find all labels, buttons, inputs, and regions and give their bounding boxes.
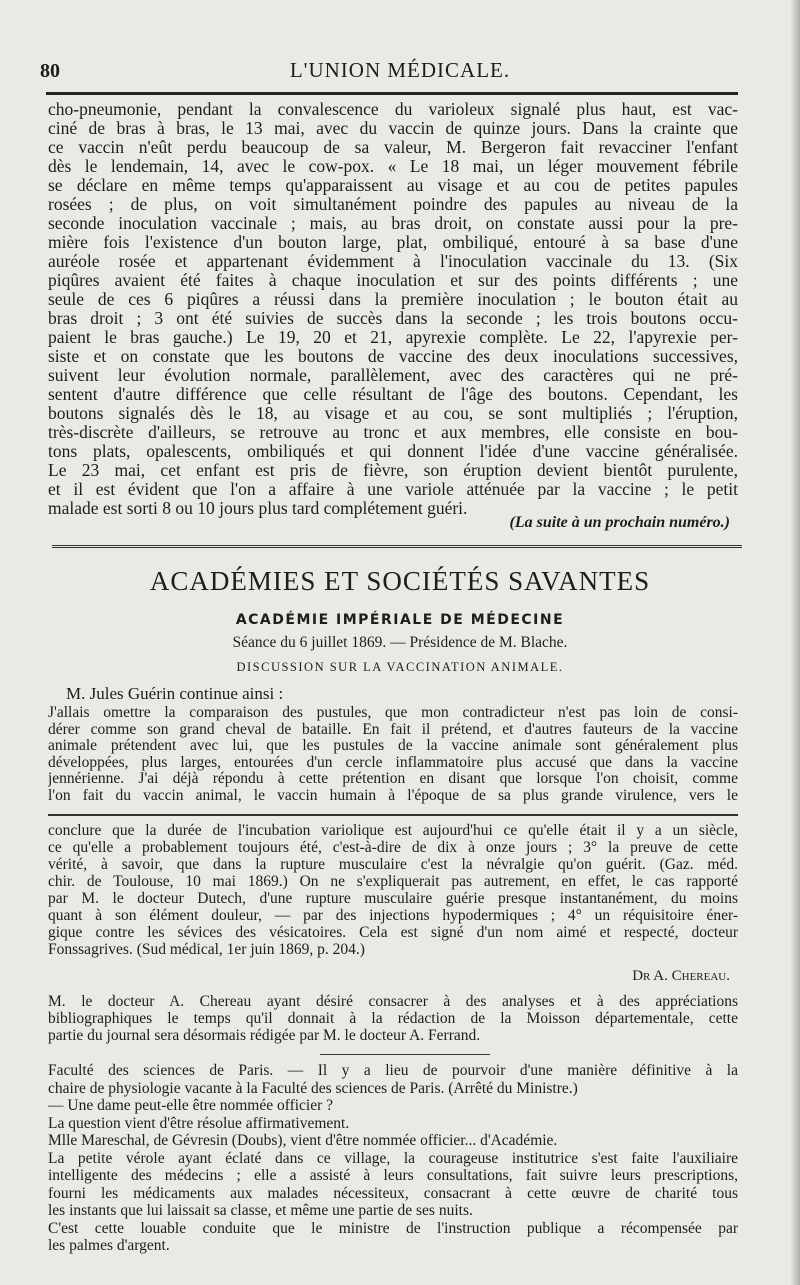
text-line: paient le bras gauche.) Le 19, 20 et 21, apyrexie complète. Le 22, l'apyrexie per- [48, 328, 738, 347]
text-line: l'on fait du vaccin animal, le vaccin humain à l'époque de sa plus grande virulence, vers le [48, 787, 738, 804]
text-line: animale prétendent avec lui, que les pustules de la vaccine animale sont généralement plus [48, 738, 738, 754]
page-edge-shadow [790, 0, 800, 1285]
text-line: C'est cette louable conduite que le ministre de l'instruction publique a récompensée par [48, 1219, 738, 1237]
text-line: La petite vérole ayant éclaté dans ce village, la courageuse institutrice s'est faite l'auxiliaire [48, 1149, 738, 1167]
text-line: conclure que la durée de l'incubation variolique est aujourd'hui ce qu'elle était il y a un siècle, [48, 822, 738, 839]
text-line: chaire de physiologie vacante à la Faculté des sciences de Paris. (Arrêté du Ministre.) [48, 1079, 578, 1097]
text-line: La question vient d'être résolue affirmativement. [48, 1114, 350, 1132]
text-line: et il est évident que l'on a affaire à une variole atténuée par la vaccine ; le petit [48, 480, 738, 499]
text-line: dérer comme son grand cheval de bataille. En fait il prétend, et d'autres fauteurs de la vaccine [48, 721, 738, 738]
text-line: dès le lendemain, 14, avec le cow-pox. « Le 18 mai, un léger mouvement fébrile [48, 157, 738, 176]
text-line: chir. de Toulouse, 10 mai 1869.) On ne s'expliquerait pas autrement, en effet, le cas rapporté [48, 873, 738, 890]
text-line: fourni les médicaments aux malades nécessiteux, consacrant à cette œuvre de charité tous [48, 1184, 738, 1202]
discussion-heading: DISCUSSION SUR LA VACCINATION ANIMALE. [236, 660, 564, 674]
text-line: très-discrète d'ailleurs, se retrouve au tronc et aux membres, elle consiste en bou- [48, 423, 738, 442]
text-line: partie du journal sera désormais rédigée par M. le docteur A. Ferrand. [48, 1027, 481, 1044]
text-line: les instants que lui laissait sa classe, et même une partie de ses nuits. [48, 1202, 473, 1219]
text-line: tons plats, opalescents, ombiliqués et qui donnent l'idée d'une vaccine généralisée. [48, 442, 738, 461]
editorial-note [48, 993, 738, 1044]
page-number: 80 [40, 60, 60, 82]
news-items [48, 1062, 738, 1255]
journal-title: L'UNION MÉDICALE. [289, 58, 511, 82]
section-title: ACADÉMIES ET SOCIÉTÉS SAVANTES [149, 566, 651, 596]
text-line: seconde inoculation vaccinale ; mais, au bras droit, on constate aussi pour la pre- [48, 214, 738, 233]
guerin-speech [48, 705, 738, 804]
review-text [48, 822, 738, 958]
text-line: par M. le docteur Dutech, d'une rupture musculaire guérie presque instantanément, du moins [48, 890, 738, 907]
text-line: auréole rosée et appartenant évidemment à l'inoculation vaccinale du 13. (Six [48, 252, 738, 271]
text-line: sentent d'autre différence que celle résultant de l'âge des boutons. Cependant, les [48, 385, 738, 404]
text-line: bibliographiques le temps qu'il donnait à la rédaction de la Moisson départementale, cette [48, 1010, 738, 1027]
text-line: ce vaccin n'eût perdu beaucoup de sa valeur, M. Bergeron fait revacciner l'enfant [48, 138, 738, 157]
academie-heading: ACADÉMIE IMPÉRIALE DE MÉDECINE [235, 612, 565, 628]
text-line: jennérienne. J'ai déjà répondu à cette prétention en disant que lorsque l'on choisit, comme [48, 771, 738, 787]
text-line: boutons signalés dès le 18, au visage et au cou, se sont multipliés ; l'éruption, [48, 404, 738, 423]
text-line: malade est sorti 8 ou 10 jours plus tard complétement guéri. [48, 499, 468, 518]
text-line: quant à son élément douleur, — par des injections hypodermiques ; 4° un réquisitoire éner- [48, 907, 738, 924]
text-line: rosées ; de plus, on voit simultanément poindre des papules au niveau de la [48, 195, 738, 214]
case-report-text [48, 100, 738, 518]
text-line: se déclare en même temps qu'apparaissent au visage et au cou de petites papules [48, 176, 738, 195]
text-line: les palmes d'argent. [48, 1237, 170, 1254]
text-line: ce qu'elle a probablement toujours été, c'est-à-dire de dix à onze jours ; 3° la preuve de cette [48, 839, 738, 856]
text-line: ciné de bras à bras, le 13 mai, avec du vaccin de quinze jours. Dans la crainte que [48, 119, 738, 138]
section-rule [52, 545, 742, 548]
seance-line: Séance du 6 juillet 1869. — Présidence de M. Blache. [232, 634, 568, 651]
text-line: seule de ces 6 piqûres a réussi dans la première inoculation ; le bouton était au [48, 290, 738, 309]
short-rule [320, 1054, 490, 1055]
text-line: vérité, à savoir, que dans la rupture musculaire c'est la névralgie qu'on guérit. (Gaz. méd. [48, 856, 738, 873]
text-line: Le 23 mai, cet enfant est pris de fièvre, son éruption devient bientôt purulente, [48, 461, 738, 480]
text-line: cho-pneumonie, pendant la convalescence du varioleux signalé plus haut, est vac- [48, 100, 738, 119]
text-line: J'allais omettre la comparaison des pustules, que mon contradicteur n'est pas loin de consi- [48, 705, 738, 721]
text-line: suivent leur évolution normale, parallèlement, avec des caractères qui ne pré- [48, 366, 738, 385]
text-line: Mlle Mareschal, de Gévresin (Doubs), vient d'être nommée officier... d'Académie. [48, 1132, 558, 1149]
continued-note: (La suite à un prochain numéro.) [509, 514, 730, 531]
column-rule [48, 814, 738, 816]
text-line: siste et on constate que les boutons de vaccine des deux inoculations successives, [48, 347, 738, 366]
header-rule [46, 92, 738, 95]
text-line: M. le docteur A. Chereau ayant désiré consacrer à des analyses et à des appréciations [48, 993, 738, 1010]
text-line: Fonssagrives. (Sud médical, 1er juin 1869, p. 204.) [48, 941, 365, 958]
author-signature: Dr A. Chereau. [632, 968, 730, 984]
speaker-intro: M. Jules Guérin continue ainsi : [66, 684, 284, 703]
text-line: — Une dame peut-elle être nommée officier ? [48, 1097, 334, 1114]
text-line: Faculté des sciences de Paris. — Il y a lieu de pourvoir d'une manière définitive à la [48, 1062, 738, 1079]
text-line: piqûres avaient été faites à chaque inoculation et sur des points différents ; une [48, 271, 738, 290]
text-line: gique contre les sévices des vésicatoires. Cela est signé d'un nom aimé et respecté, docteur [48, 924, 738, 941]
text-line: bras droit ; 3 ont été suivies de succès dans la seconde ; les trois boutons occu- [48, 309, 738, 328]
text-line: mière fois l'existence d'un bouton large, plat, ombiliqué, entouré à sa base d'une [48, 233, 738, 252]
text-line: développées, plus larges, entourées d'un cercle inflammatoire plus accusé que dans la vaccine [48, 754, 738, 771]
text-line: intelligente des médecins ; elle a assisté à leurs consultations, fait suivre leurs prescriptions, [48, 1167, 738, 1184]
